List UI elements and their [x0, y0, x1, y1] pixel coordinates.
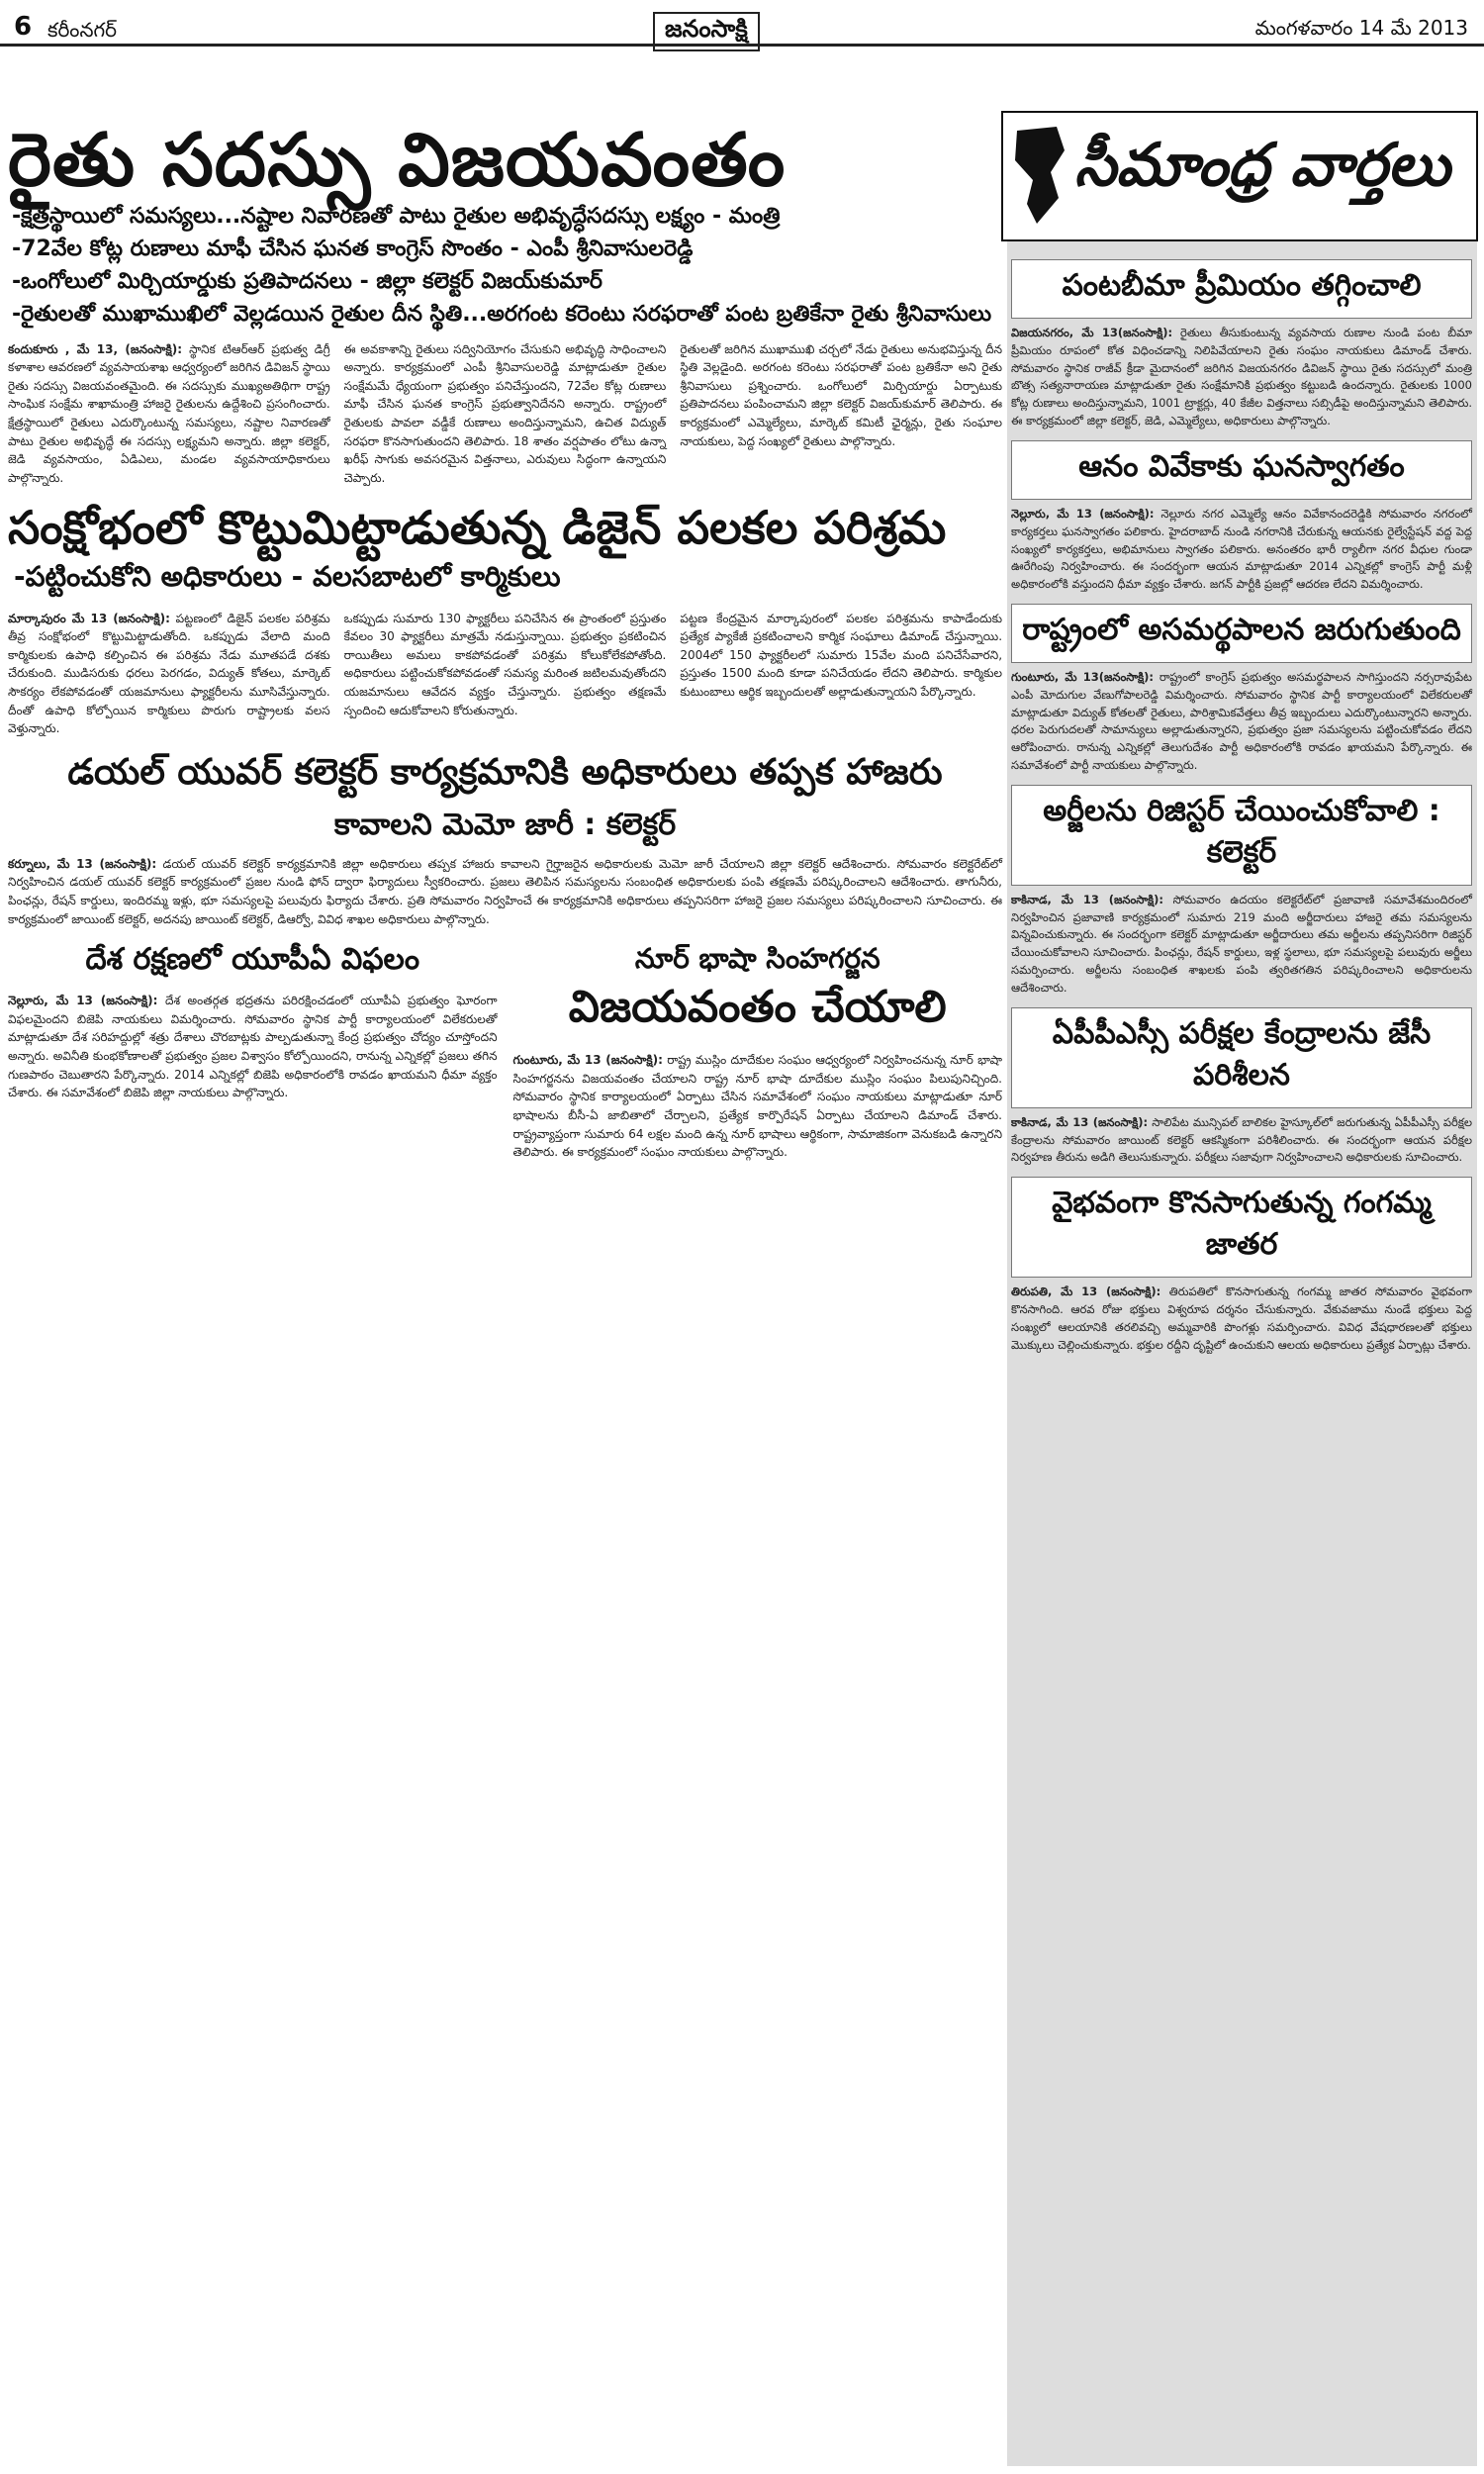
article-text: రాష్ట్ర ముస్లిం దూదేకుల సంఘం ఆధ్వర్యంలో నిర్వహించనున్న నూర్ భాషా సింహగర్జనను విజయవంతం చేయాలని రాష్ట్ర నూర్ భాషా దూదేకుల ముస్లిం సంఘం పిలుపునిచ్చింది. సోమవారం స్థానిక కార్యాలయంలో ఏర్పాటు చేసిన సమావేశంలో సంఘం నాయకులు మాట్లాడుతూ నూర్ భాషాలను బీసీ-ఏ జాబితాలో చేర్చాలని, ప్రత్యేక కార్పొరేషన్ ఏర్పాటు చేయాలని డిమాండ్ చేశారు. రాష్ట్రవ్యాప్తంగా సుమారు 64 లక్షల మంది ఉన్న నూర్ భాషాలు ఆర్థికంగా, సామాజికంగా వెనుకబడి ఉన్నారని తెలిపారు. ఈ కార్యక్రమంలో సంఘం నాయకులు పాల్గొన్నారు. — [512, 1053, 1002, 1160]
issue-date: మంగళవారం 14 మే 2013 — [1254, 16, 1468, 40]
sidebar-story-body — [1011, 325, 1472, 430]
dateline: నెల్లూరు, మే 13 (జనంసాక్షి): — [8, 994, 158, 1008]
bottom-stories — [8, 942, 1002, 1162]
story5-body — [513, 1051, 1003, 1162]
dateline: గుంటూరు, మే 13 (జనంసాక్షి): — [512, 1053, 663, 1068]
sidebar-story-headline: పంటబీమా ప్రీమియం తగ్గించాలి — [1011, 259, 1472, 319]
story4-body — [8, 992, 498, 1102]
story3-subhead: కావాలని మెమో జారీ : కలెక్టర్ — [333, 807, 677, 842]
sidebar-story-headline: ఆనం వివేకాకు ఘనస్వాగతం — [1011, 440, 1472, 500]
story3-headline: డయల్ యువర్ కలెక్టర్ కార్యక్రమానికి అధికారులు తప్పక హాజరు — [67, 751, 943, 793]
story4-headline: దేశ రక్షణలో యూపీఏ విఫలం — [85, 942, 420, 978]
article-text: సాలిపేట మున్సిపల్ బాలికల హైస్కూల్‌లో జరుగుతున్న ఏపీపీఎస్సీ పరీక్షల కేంద్రాలను సోమవారం జాయింట్ కలెక్టర్ ఆకస్మికంగా పరిశీలించారు. ఈ సందర్భంగా ఆయన పరీక్షల నిర్వహణ తీరును అడిగి తెలుసుకున్నారు. పరీక్షలు సజావుగా నిర్వహించాలని అధికారులకు సూచించారు. — [1011, 1114, 1473, 1165]
dateline: నెల్లూరు, మే 13 (జనంసాక్షి): — [1011, 506, 1155, 521]
sidebar-stories — [1011, 249, 1472, 1354]
sidebar-story — [1011, 604, 1472, 775]
article-column — [8, 340, 330, 488]
dateline: కర్నూలు, మే 13 (జనంసాక్షి): — [8, 856, 157, 871]
sidebar-story-headline: రాష్ట్రంలో అసమర్థపాలన జరుగుతుంది — [1011, 604, 1472, 663]
kicker: -ఒంగోలులో మిర్చియార్డుకు ప్రతిపాదనలు - జిల్లా కలెక్టర్ విజయ్‌కుమార్ — [12, 268, 603, 294]
story5-headline: విజయవంతం చేయాలి — [568, 982, 947, 1033]
sidebar-story-body — [1011, 1284, 1472, 1354]
dateline: మార్కాపురం మే 13 (జనంసాక్షి): — [8, 611, 170, 625]
main-content — [8, 61, 1002, 2466]
article-text: రాష్ట్రంలో కాంగ్రెస్ ప్రభుత్వం అసమర్థపాలన సాగిస్తుందని నర్సరావుపేట ఎంపీ మోదుగుల వేణుగోపాలరెడ్డి విమర్శించారు. సోమవారం స్థానిక పార్టీ కార్యాలయంలో విలేకరులతో మాట్లాడుతూ విద్యుత్ కోతలతో రైతులు, పారిశ్రామికవేత్తలు తీవ్ర ఇబ్బందులు ఎదుర్కొంటున్నారని అన్నారు. ధరల పెరుగుదలతో సామాన్యులు అల్లాడుతున్నారని, ప్రభుత్వం ప్రజా సమస్యలను పట్టించుకోవడం లేదని ఆరోపించారు. రానున్న ఎన్నికల్లో తెలుగుదేశం పార్టీ అధికారంలోకి రావడం ఖాయమని పేర్కొన్నారు. ఈ సమావేశంలో పార్టీ నాయకులు పాల్గొన్నారు. — [1011, 669, 1472, 772]
article-column: ఈ అవకాశాన్ని రైతులు సద్వినియోగం చేసుకుని అభివృద్ధి సాధించాలని అన్నారు. కార్యక్రమంలో ఎంపీ శ్రీనివాసులరెడ్డి మాట్లాడుతూ రైతుల సంక్షేమమే ధ్యేయంగా ప్రభుత్వం పనిచేస్తుందని, 72వేల కోట్ల రుణాలు మాఫీ చేసిన ఘనత కాంగ్రెస్ ప్రభుత్వానిదేనని అన్నారు. రాష్ట్రంలో రైతులకు పావలా వడ్డీకే రుణాలు అందిస్తున్నామని, ఉచిత విద్యుత్ సరఫరా కొనసాగుతుందని తెలిపారు. 18 శాతం వర్షపాతం లోటు ఉన్నా ఖరీఫ్ సాగుకు అవసరమైన విత్తనాలు, ఎరువులు సిద్ధంగా ఉన్నాయని చెప్పారు. — [343, 341, 667, 485]
dateline: కందుకూరు , మే 13, (జనంసాక్షి): — [8, 341, 183, 356]
sidebar-banner — [1001, 111, 1478, 241]
article-column: ఒకప్పుడు సుమారు 130 ఫ్యాక్టరీలు పనిచేసిన ఈ ప్రాంతంలో ప్రస్తుతం కేవలం 30 ఫ్యాక్టరీలు మాత్రమే నడుస్తున్నాయి. ప్రభుత్వం ప్రకటించిన రాయితీలు అమలు కాకపోవడంతో పరిశ్రమ కోలుకోలేకపోతోంది. అధికారులు పట్టించుకోకపోవడంతో సమస్య మరింత జటిలమవుతోందని యజమానులు ఆవేదన వ్యక్తం చేస్తున్నారు. ప్రభుత్వం తక్షణమే స్పందించి ఆదుకోవాలని కోరుతున్నారు. — [343, 611, 667, 717]
dateline: విజయనగరం, మే 13(జనంసాక్షి): — [1011, 326, 1173, 339]
article-text: పట్టణంలో డిజైన్ పలకల పరిశ్రమ తీవ్ర సంక్షోభంలో కొట్టుమిట్టాడుతోంది. ఒకప్పుడు వేలాది మంది కార్మికులకు ఉపాధి కల్పించిన ఈ పరిశ్రమ నేడు మూతపడే దశకు చేరుకుంది. ముడిసరుకు ధరలు పెరగడం, విద్యుత్ కోతలు, మార్కెట్ సౌకర్యం లేకపోవడంతో యజమానులు ఫ్యాక్టరీలను మూసివేస్తున్నారు. దీంతో ఉపాధి కోల్పోయిన కార్మికులు పొరుగు రాష్ట్రాలకు వలస వెళ్తున్నారు. — [8, 611, 330, 736]
article-column — [8, 610, 330, 738]
dateline: గుంటూరు, మే 13(జనంసాక్షి): — [1011, 669, 1154, 684]
sidebar-banner-title: సీమాంధ్ర వార్తలు — [1074, 131, 1450, 200]
story2-headline: సంక్షోభంలో కొట్టుమిట్టాడుతున్న డిజైన్ పలకల పరిశ్రమ — [8, 501, 947, 555]
dateline: కాకినాడ, మే 13 (జనంసాక్షి): — [1011, 892, 1164, 906]
story5-small-headline: నూర్ భాషా సింహగర్జన — [634, 942, 881, 976]
lead-headline: రైతు సదస్సు విజయవంతం — [8, 118, 787, 203]
story5 — [513, 942, 1003, 1162]
article-column: పట్టణ కేంద్రమైన మార్కాపురంలో పలకల పరిశ్రమను కాపాడేందుకు ప్రత్యేక ప్యాకేజీ ప్రకటించాలని కార్మిక సంఘాలు డిమాండ్ చేస్తున్నాయి. 2004లో 150 ఫ్యాక్టరీలలో సుమారు 15వేల మంది పనిచేసేవారని, ప్రస్తుతం 1500 మంది కూడా పనిచేయడం లేదని తెలిపారు. కార్మికుల కుటుంబాలు ఆర్థిక ఇబ్బందులతో అల్లాడుతున్నాయని పేర్కొన్నారు. — [680, 611, 1003, 699]
article-text: దేశ అంతర్గత భద్రతను పరిరక్షించడంలో యూపీఏ ప్రభుత్వం ఘోరంగా విఫలమైందని బిజెపి నాయకులు విమర్శించారు. సోమవారం స్థానిక పార్టీ కార్యాలయంలో విలేకరులతో మాట్లాడుతూ దేశ సరిహద్దుల్లో శత్రు దేశాలు చొరబాట్లకు పాల్పడుతున్నా కేంద్ర ప్రభుత్వం చోద్యం చూస్తోందని అన్నారు. అవినీతి కుంభకోణాలతో ప్రభుత్వం ప్రజల విశ్వాసం కోల్పోయిందని, రానున్న ఎన్నికల్లో ప్రజలు తగిన గుణపాఠం చెబుతారని పేర్కొన్నారు. 2014 ఎన్నికల్లో బిజెపి అధికారంలోకి రావడం ఖాయమని ధీమా వ్యక్తం చేశారు. ఈ సమావేశంలో బిజెపి జిల్లా నాయకులు పాల్గొన్నారు. — [8, 994, 498, 1100]
sidebar-story-headline: అర్జీలను రిజిస్టర్ చేయించుకోవాలి : కలెక్టర్ — [1011, 785, 1472, 886]
article-text: రైతులు తీసుకుంటున్న వ్యవసాయ రుణాల నుండి పంట బీమా ప్రీమియం రూపంలో కోత విధించడాన్ని నిలిపివేయాలని రైతు సంఘం నాయకులు డిమాండ్ చేశారు. సోమవారం స్థానిక రాజీవ్ క్రీడా మైదానంలో జరిగిన విజయనగరం డివిజన్ స్థాయి రైతు సదస్సులో మంత్రి బొత్స సత్యనారాయణ మాట్లాడుతూ రైతు సంక్షేమానికి ప్రభుత్వం కట్టుబడి ఉందన్నారు. రైతులకు 1000 కోట్ల రుణాలు అందిస్తున్నామని, 1001 ట్రాక్టర్లు, 40 కేజీల విత్తనాలు సబ్సిడీపై అందిస్తున్నామని తెలిపారు. ఈ కార్యక్రమంలో జిల్లా కలెక్టర్, జెడి, ఎమ్మెల్యేలు, అధికారులు పాల్గొన్నారు. — [1011, 326, 1473, 428]
sidebar-story — [1011, 440, 1472, 594]
article-text: సోమవారం ఉదయం కలెక్టరేట్‌లో ప్రజావాణి సమావేశమందిరంలో నిర్వహించిన ప్రజావాణి కార్యక్రమంలో సుమారు 219 మంది అర్జీదారులు హాజరై తమ సమస్యలను విన్నవించుకున్నారు. ఈ సందర్భంగా కలెక్టర్ మాట్లాడుతూ అర్జీదారులు తమ అర్జీలను తప్పనిసరిగా రిజిస్టర్ చేయించుకోవాలని సూచించారు. పింఛన్లు, రేషన్ కార్డులు, ఇళ్ల స్థలాలు, భూ సమస్యలపై పలువురు అర్జీలు సమర్పించారు. అర్జీలను సంబంధిత శాఖలకు పంపి త్వరితగతిన పరిష్కరించాలని అధికారులను ఆదేశించారు. — [1011, 892, 1472, 995]
section-name: కరీంనగర్ — [47, 18, 117, 42]
dateline: కాకినాడ, మే 13 (జనంసాక్షి): — [1011, 1114, 1149, 1129]
kicker: -72వేల కోట్ల రుణాలు మాఫీ చేసిన ఘనత కాంగ్రెస్ సొంతం - ఎంపీ శ్రీనివాసులరెడ్డి — [12, 236, 694, 261]
sidebar-story — [1011, 785, 1472, 998]
story3-body — [8, 855, 1002, 928]
sidebar-story-headline: వైభవంగా కొనసాగుతున్న గంగమ్మ జాతర — [1011, 1177, 1472, 1278]
masthead-rule — [0, 44, 1484, 47]
article-text: నెల్లూరు నగర ఎమ్మెల్యే ఆనం వివేకానందరెడ్డికి సోమవారం నగరంలో కార్యకర్తలు ఘనస్వాగతం పలికారు. హైదరాబాద్ నుండి నగరానికి చేరుకున్న ఆయనకు రైల్వేస్టేషన్ వద్ద పెద్ద సంఖ్యలో కార్యకర్తలు, అభిమానులు స్వాగతం పలికారు. అనంతరం భారీ ర్యాలీగా నగర వీధుల గుండా ఊరేగింపు నిర్వహించారు. ఈ సందర్భంగా ఆయన మాట్లాడుతూ 2014 ఎన్నికల్లో కాంగ్రెస్ పార్టీ మళ్లీ అధికారంలోకి వస్తుందని ధీమా వ్యక్తం చేశారు. జగన్ పార్టీకి ప్రజల్లో ఆదరణ లేదని విమర్శించారు. — [1011, 506, 1472, 592]
article-column: రైతులతో జరిగిన ముఖాముఖి చర్చలో నేడు రైతులు అనుభవిస్తున్న దీన స్థితి వెల్లడైంది. అరగంట కరెంటు సరఫరాతో పంట బ్రతికేనా అని రైతు శ్రీనివాసులు ప్రశ్నించారు. ఒంగోలులో మిర్చియార్డు ఏర్పాటుకు ప్రతిపాదనలు పంపించామని జిల్లా కలెక్టర్ విజయ్‌కుమార్ తెలిపారు. ఈ కార్యక్రమంలో ఎమ్మెల్యేలు, మార్కెట్ కమిటీ ఛైర్మన్లు, రైతు సంఘాల నాయకులు, పెద్ద సంఖ్యలో రైతులు పాల్గొన్నారు. — [680, 341, 1003, 448]
state-map-icon — [1007, 121, 1070, 230]
masthead — [0, 0, 1484, 59]
sidebar-story — [1011, 1177, 1472, 1354]
kicker: -రైతులతో ముఖాముఖిలో వెల్లడయిన రైతుల దీన స్థితి...అరగంట కరెంటు సరఫరాతో పంట బ్రతికేనా రైతు శ్రీనివాసులు — [12, 301, 992, 327]
lead-kickers — [8, 200, 1002, 331]
page-number: 6 — [14, 12, 33, 42]
sidebar-story — [1011, 1007, 1472, 1167]
sidebar-story-body — [1011, 1114, 1472, 1167]
sidebar-story-headline: ఏపీపీఎస్సీ పరీక్షల కేంద్రాలను జేసీ పరిశీలన — [1011, 1007, 1472, 1108]
sidebar-story-body — [1011, 892, 1472, 998]
sidebar-story — [1011, 259, 1472, 430]
kicker: -క్షేత్రస్థాయిలో సమస్యలు...నష్టాల నివారణతో పాటు రైతుల అభివృద్ధేసదస్సు లక్ష్యం - మంత్రి — [12, 203, 781, 229]
sidebar-story-body — [1011, 506, 1472, 594]
article-text: తిరుపతిలో కొనసాగుతున్న గంగమ్మ జాతర సోమవారం వైభవంగా కొనసాగింది. ఆరవ రోజు భక్తులు విశ్వరూప దర్శనం చేసుకున్నారు. వేకువజాము నుండే భక్తులు పెద్ద సంఖ్యలో ఆలయానికి తరలివచ్చి అమ్మవారికి పొంగళ్లు సమర్పించారు. వివిధ వేషధారణలతో భక్తులు మొక్కులు చెల్లించుకున్నారు. భక్తుల రద్దీని దృష్టిలో ఉంచుకుని ఆలయ అధికారులు ప్రత్యేక ఏర్పాట్లు చేశారు. — [1011, 1285, 1473, 1352]
lead-story-body — [8, 340, 1002, 488]
sidebar-story-body — [1011, 669, 1472, 775]
article-text: డయల్ యువర్ కలెక్టర్ కార్యక్రమానికి జిల్లా అధికారులు తప్పక హాజరు కావాలని గైర్హాజరైన అధికారులకు మెమో జారీ చేయాలని జిల్లా కలెక్టర్ ఆదేశించారు. సోమవారం కలెక్టరేట్‌లో నిర్వహించిన డయల్ యువర్ కలెక్టర్ కార్యక్రమంలో ప్రజల నుండి ఫోన్ ద్వారా ఫిర్యాదులు స్వీకరించారు. ప్రజలు తెలిపిన సమస్యలను సంబంధిత అధికారులకు పంపి తక్షణమే పరిష్కరించాలని ఆదేశించారు. తాగునీరు, పింఛన్లు, రేషన్ కార్డులు, ఇందిరమ్మ ఇళ్లు, భూ సమస్యలపై పలువురు ఫిర్యాదు చేశారు. ప్రతి సోమవారం నిర్వహించే ఈ కార్యక్రమానికి అధికారులు తప్పనిసరిగా హాజరై ప్రజల సమస్యలు పరిష్కరించాలని సూచించారు. ఈ కార్యక్రమంలో జాయింట్ కలెక్టర్, అదనపు జాయింట్ కలెక్టర్, డిఆర్వో, వివిధ శాఖల అధికారులు పాల్గొన్నారు. — [8, 856, 1002, 926]
dateline: తిరుపతి, మే 13 (జనంసాక్షి): — [1011, 1285, 1161, 1299]
story2-subhead: -పట్టించుకోని అధికారులు - వలసబాటలో కార్మికులు — [14, 559, 561, 593]
story4 — [8, 942, 498, 1162]
paper-logo: జనంసాక్షి — [653, 12, 760, 51]
story2-body — [8, 610, 1002, 738]
article-text: స్థానిక టిఆర్‌ఆర్ ప్రభుత్వ డిగ్రీ కళాశాల ఆవరణలో వ్యవసాయశాఖ ఆధ్వర్యంలో జరిగిన డివిజన్ స్థాయి రైతు సదస్సు విజయవంతమైంది. ఈ సదస్సుకు ముఖ్యఅతిథిగా రాష్ట్ర సాంఘిక సంక్షేమ శాఖామంత్రి హాజరై రైతులను ఉద్దేశించి ప్రసంగించారు. క్షేత్రస్థాయిలో రైతులు ఎదుర్కొంటున్న సమస్యలు, నష్టాల నివారణతో పాటు రైతుల అభివృద్ధే ఈ సదస్సు లక్ష్యమని అన్నారు. జిల్లా కలెక్టర్, జెడి వ్యవసాయం, ఏడిఎలు, మండల వ్యవసాయాధికారులు పాల్గొన్నారు. — [8, 341, 330, 485]
